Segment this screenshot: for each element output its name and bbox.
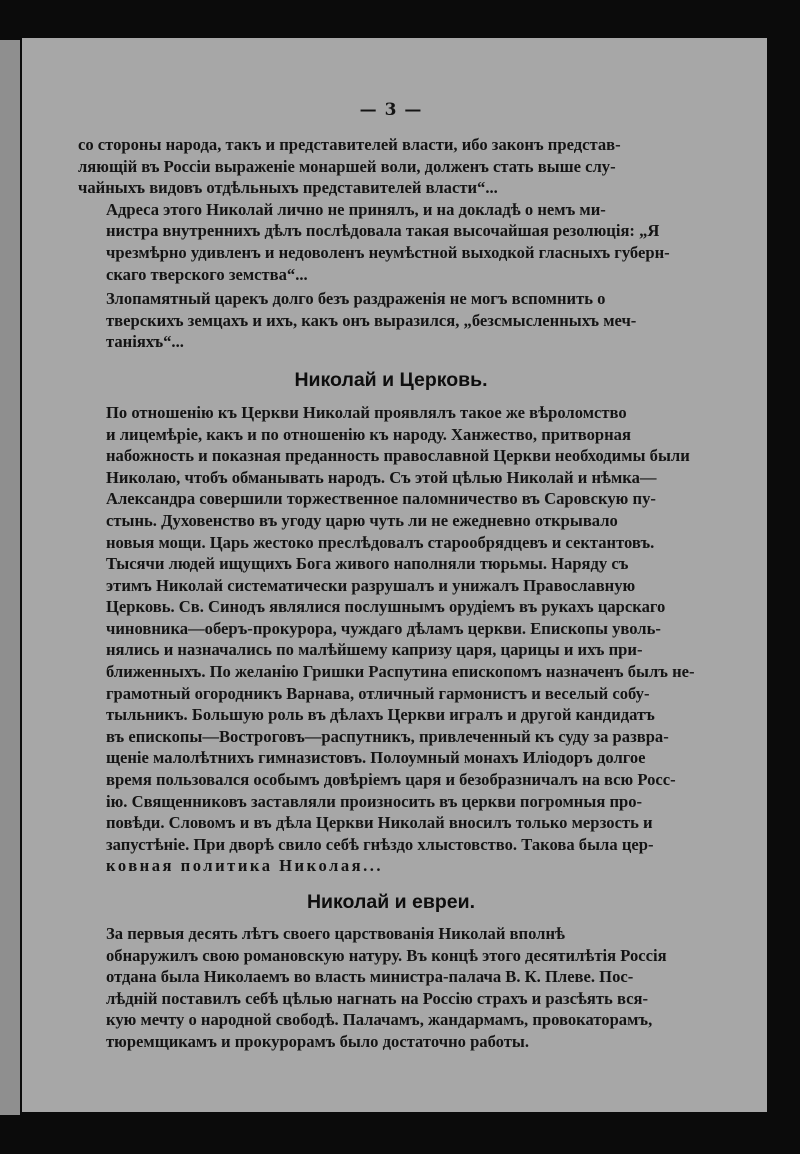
text-line: Адреса этого Николай лично не принялъ, и на докладѣ о немъ ми-: [106, 199, 606, 219]
text-line: время пользовался особымъ довѣріемъ царя и безобразничалъ на всю Росс-: [106, 770, 676, 790]
text-line: нялись и назначались по малѣйшему капризу царя, царицы и ихъ при-: [106, 640, 643, 660]
text-line: чиновника—оберъ-прокурора, чуждаго дѣламъ церкви. Епископы уволь-: [106, 618, 661, 638]
text-line: ближенныхъ. По желанію Гришки Распутина епископомъ назначенъ былъ не-: [106, 662, 695, 682]
text-line: тюремщикамъ и прокурорамъ было достаточно работы.: [106, 1031, 530, 1051]
text-line: Церковь. Св. Синодъ являлися послушнымъ орудіемъ въ рукахъ царскаго: [106, 597, 666, 617]
text-line: набожность и показная преданность православной Церкви необходимы были: [106, 446, 690, 466]
text-line: этимъ Николай систематически разрушалъ и унижалъ Православную: [106, 575, 636, 595]
text-line: скаго тверского земства“...: [106, 264, 308, 284]
text-line: нистра внутреннихъ дѣлъ послѣдовала такая высочайшая резолюція: „Я: [106, 221, 660, 241]
text-line: Александра совершили торжественное паломничество въ Саровскую пу-: [106, 489, 656, 509]
text-line: ію. Священниковъ заставляли произносить въ церкви погромныя про-: [106, 791, 643, 811]
document-page: [22, 38, 767, 1112]
text-line: Тысячи людей ищущихъ Бога живого наполняли тюрьмы. Наряду съ: [106, 554, 629, 574]
text-line: тыльникъ. Большую роль въ дѣлахъ Церкви игралъ и другой кандидатъ: [106, 705, 655, 725]
text-line: и лицемѣріе, какъ и по отношенію къ народу. Ханжество, притворная: [106, 424, 631, 444]
text-line: чрезмѣрно удивленъ и недоволенъ неумѣстной выходкой гласныхъ губерн-: [106, 242, 670, 262]
text-line: повѣди. Словомъ и въ дѣла Церкви Николай вносилъ только мерзость и: [106, 813, 653, 833]
text-line: тверскихъ земцахъ и ихъ, какъ онъ выразился, „безсмысленныхъ меч-: [106, 310, 637, 330]
text-line: Николаю, чтобъ обманывать народъ. Съ этой цѣлью Николай и нѣмка—: [106, 467, 657, 487]
text-line: отдана была Николаемъ во власть министра-палача В. К. Плеве. Пос-: [106, 967, 634, 987]
text-line-spaced: ковная политика Николая...: [106, 856, 384, 876]
text-line: въ епископы—Востроговъ—распутникъ, привлеченный къ суду за развра-: [106, 726, 669, 746]
text-line: обнаружилъ свою романовскую натуру. Въ концѣ этого десятилѣтія Россія: [106, 945, 667, 965]
section-heading-church: Николай и Церковь.: [294, 368, 488, 391]
intro-paragraph: [78, 134, 704, 199]
jews-paragraph: [78, 923, 704, 1053]
text-line: новыя мощи. Царь жестоко преслѣдовалъ старообрядцевъ и сектантовъ.: [106, 532, 655, 552]
text-line: со стороны народа, такъ и представителей власти, ибо законъ представ-: [78, 135, 621, 154]
text-line: кую мечту о народной свободѣ. Палачамъ, жандармамъ, провокаторамъ,: [106, 1010, 653, 1030]
adjacent-page-edge: [0, 40, 20, 1115]
page-number: — 3 —: [359, 100, 423, 120]
text-line: За первыя десять лѣтъ своего царствованія Николай вполнѣ: [106, 924, 565, 943]
text-line: щеніе малолѣтнихъ гимназистовъ. Полоумный монахъ Иліодоръ долгое: [106, 748, 646, 768]
section-heading-jews: Николай и евреи.: [306, 891, 476, 913]
text-line: стынь. Духовенство въ угоду царю чуть ли не ежедневно открывало: [106, 510, 618, 530]
text-line: таніяхъ“...: [106, 332, 184, 352]
text-line: ляющій въ Россіи выраженіе монаршей воли, долженъ стать выше слу-: [78, 156, 616, 176]
text-line: запустѣніе. При дворѣ свило себѣ гнѣздо хлыстовство. Такова была цер-: [106, 834, 654, 854]
church-paragraph: [78, 402, 704, 877]
text-line: Злопамятный царекъ долго безъ раздраженія не могъ вспомнить о: [106, 289, 606, 309]
text-line: лѣдній поставилъ себѣ цѣлью нагнать на Россію страхъ и разсѣять вся-: [106, 988, 648, 1008]
tver-paragraph: [78, 288, 704, 353]
text-line: грамотный огородникъ Варнава, отличный гармонистъ и веселый собу-: [106, 683, 650, 703]
text-line: чайныхъ видовъ отдѣльныхъ представителей власти“...: [78, 178, 498, 198]
address-paragraph: [78, 199, 704, 285]
text-line: По отношенію къ Церкви Николай проявлялъ такое же вѣроломство: [106, 402, 627, 422]
